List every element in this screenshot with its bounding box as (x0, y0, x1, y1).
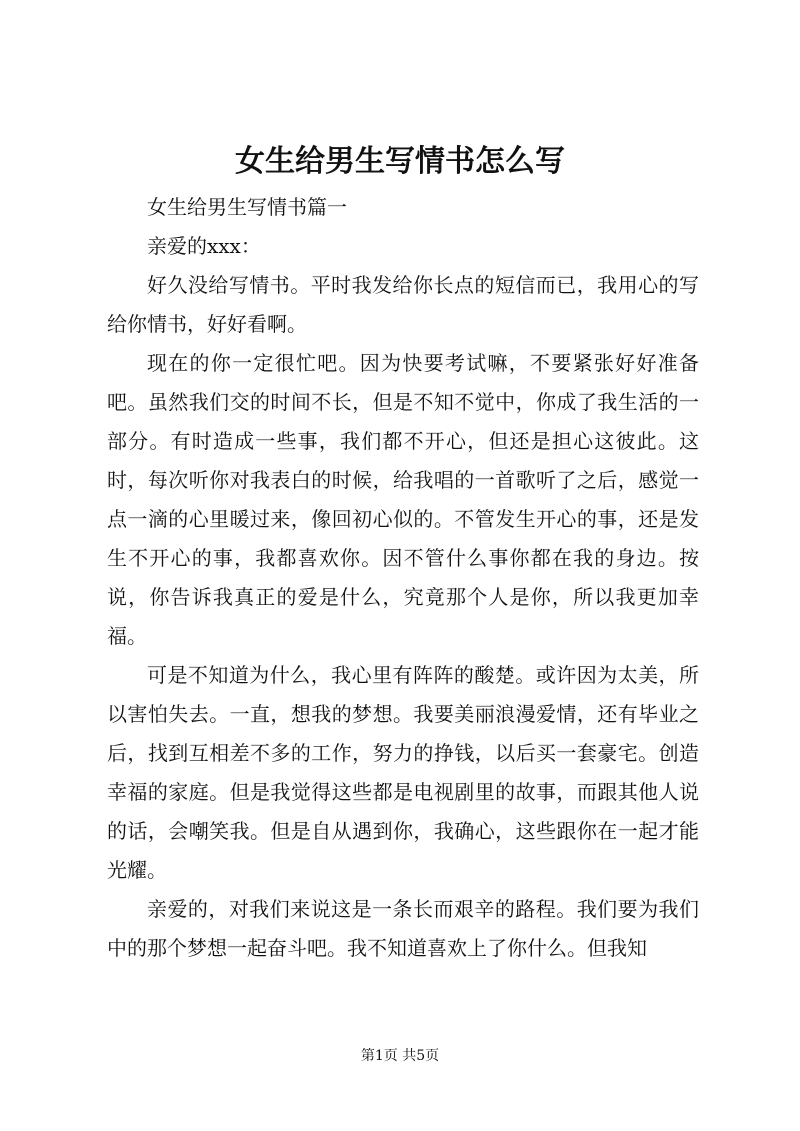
document-body (107, 188, 699, 968)
paragraph-subtitle: 女生给男生写情书篇一 (147, 195, 347, 219)
paragraph: 现在的你一定很忙吧。因为快要考试嘛，不要紧张好好准备吧。虽然我们交的时间不长，但是不知不觉中，你成了我生活的一部分。有时造成一些事，我们都不开心，但还是担心这彼此。这时，每次听你对我表白的时候，给我唱的一首歌听了之后，感觉一点一滴的心里暖过来，像回初心似的。不管发生开心的事，还是发生不开心的事，我都喜欢你。因不管什么事你都在我的身边。按说，你告诉我真正的爱是什么，究竟那个人是你，所以我更加幸福。 (107, 351, 699, 648)
page-number-footer: 第1页 共5页 (360, 1048, 440, 1064)
paragraph-salutation: 亲爱的xxx： (147, 234, 261, 258)
paragraph: 亲爱的，对我们来说这是一条长而艰辛的路程。我们要为我们中的那个梦想一起奋斗吧。我不知道喜欢上了你什么。但我知 (107, 897, 699, 960)
paragraph: 可是不知道为什么，我心里有阵阵的酸楚。或许因为太美，所以害怕失去。一直，想我的梦想。我要美丽浪漫爱情，还有毕业之后，找到互相差不多的工作，努力的挣钱，以后买一套豪宅。创造幸福的家庭。但是我觉得这些都是电视剧里的故事，而跟其他人说的话，会嘲笑我。但是自从遇到你，我确心，这些跟你在一起才能光耀。 (107, 663, 699, 882)
paragraph: 好久没给写情书。平时我发给你长点的短信而已，我用心的写给你情书，好好看啊。 (107, 273, 699, 336)
document-title: 女生给男生写情书怎么写 (235, 144, 565, 179)
